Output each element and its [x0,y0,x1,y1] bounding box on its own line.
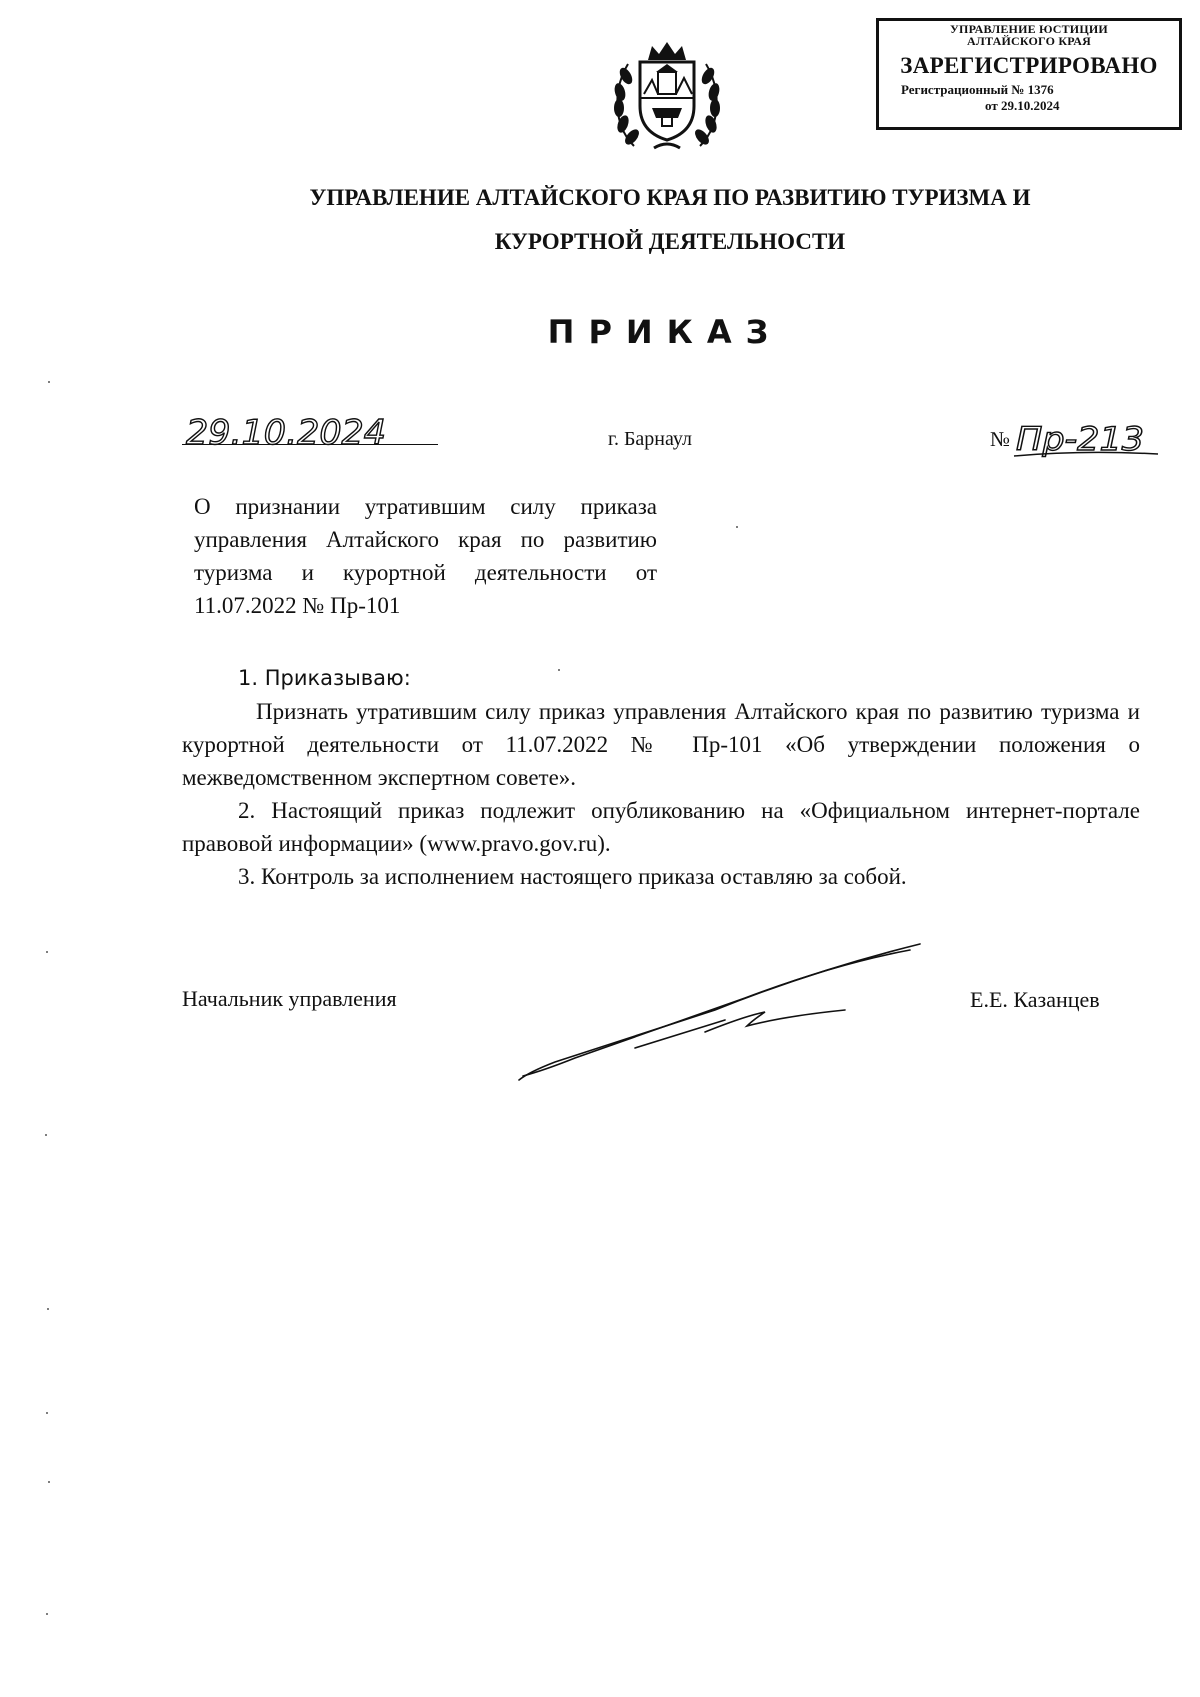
number-sign: № [990,427,1011,451]
document-subject: О признании утратившим силу приказа управления Алтайского края по развитию туризма и курортной деятельности от 11.07.2022 № Пр-101 [194,494,657,618]
stamp-title: ЗАРЕГИСТРИРОВАНО [900,53,1158,78]
paragraph-1-text: Признать утратившим силу приказ управления Алтайского края по развитию туризма и курортной деятельности от 11.07.2022 № Пр-101 «Об утверждении положения о межведомственном экспертном совете». [182,699,1140,790]
handwritten-date-text: 29.10.2024 [186,413,386,453]
paragraph-3: 3. Контроль за исполнением настоящего приказа оставляю за собой. [238,864,907,889]
signer-name: Е.Е. Казанцев [970,987,1100,1012]
document-type: ПРИКАЗ [547,313,783,351]
paragraph-1-heading: 1. Приказываю: [238,666,411,690]
organization-title [220,176,1120,264]
handwritten-number [1012,416,1162,464]
signer-position: Начальник управления [182,986,397,1011]
handwritten-number-text: Пр-213 [1016,420,1144,458]
registration-stamp [876,18,1182,130]
stamp-reg-date: от 29.10.2024 [985,98,1060,113]
stamp-org-line1: УПРАВЛЕНИЕ ЮСТИЦИИ [950,22,1108,36]
stamp-org-line2: АЛТАЙСКОГО КРАЯ [967,34,1091,48]
paragraph-2: 2. Настоящий приказ подлежит опубликованию на «Официальном интернет-портале правовой информации» (www.pravo.gov.ru). [182,798,1140,856]
stamp-reg-number: Регистрационный № 1376 [901,82,1054,97]
document-body [182,662,1140,893]
org-title-line2: КУРОРТНОЙ ДЕЯТЕЛЬНОСТИ [494,229,846,254]
date-underline [182,444,438,445]
org-title-line1: УПРАВЛЕНИЕ АЛТАЙСКОГО КРАЯ ПО РАЗВИТИЮ ТУРИЗМА И [309,185,1031,210]
signature [515,930,925,1090]
coat-of-arms-icon [604,36,730,158]
city: г. Барнаул [608,428,692,450]
handwritten-date [182,410,442,460]
